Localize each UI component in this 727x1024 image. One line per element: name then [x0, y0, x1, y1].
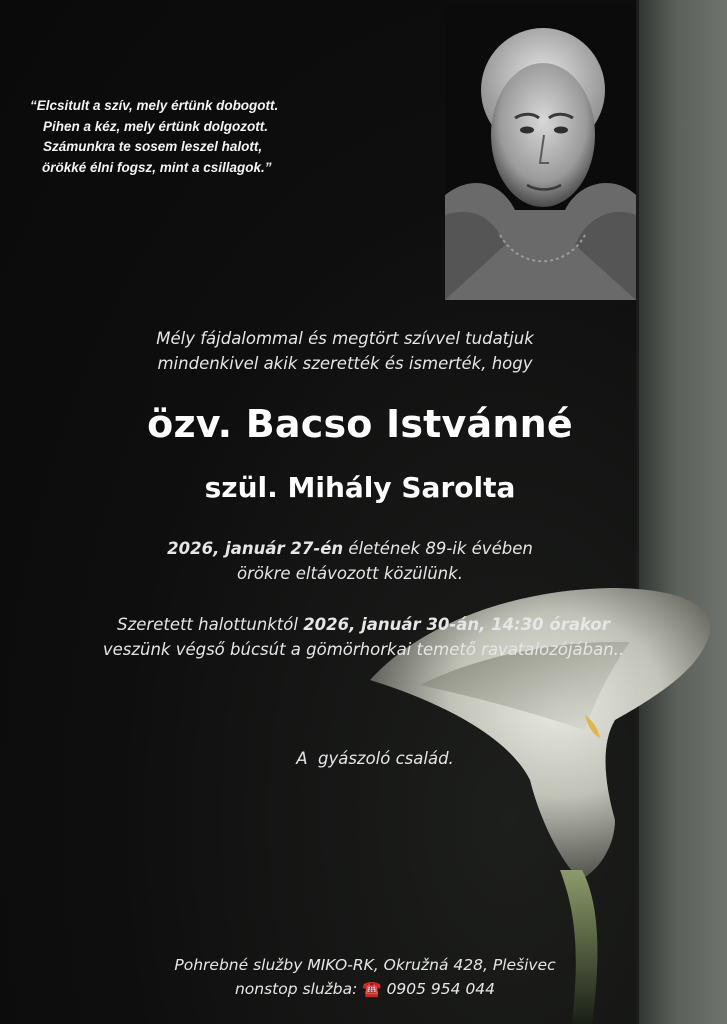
death-date: 2026, január 27-én	[167, 539, 344, 558]
telephone-icon: ☎️	[362, 980, 382, 998]
deceased-name: özv. Bacso Istvánné	[147, 402, 573, 446]
death-line: örökre eltávozott közülünk.	[237, 564, 463, 583]
funeral-line	[0, 612, 727, 637]
maiden-name: szül. Mihály Sarolta	[204, 471, 516, 504]
intro-line: mindenkivel akik szerették és ismerték, hogy	[157, 354, 533, 373]
memorial-quote	[30, 96, 390, 178]
funeral-prefix: Szeretett halottunktól	[117, 615, 304, 634]
quote-line: “Elcsitult a szív, mely értünk dobogott.	[30, 98, 279, 113]
intro-text	[35, 326, 655, 376]
portrait-photo	[445, 5, 636, 300]
death-age-text: életének 89-ik évében	[343, 539, 533, 558]
footer-contact	[55, 977, 675, 1001]
family-signature: A gyászoló család.	[296, 749, 454, 768]
funeral-service-footer	[55, 953, 675, 1001]
service-label: nonstop služba:	[234, 980, 363, 998]
footer-address: Pohrebné služby MIKO-RK, Okružná 428, Plešivec	[174, 956, 556, 974]
quote-line: Számunkra te sosem leszel halott,	[43, 139, 263, 154]
funeral-info	[0, 612, 727, 662]
phone-number[interactable]: 0905 954 044	[386, 980, 496, 998]
intro-line: Mély fájdalommal és megtört szívvel tudatjuk	[156, 329, 534, 348]
funeral-datetime: 2026, január 30-án, 14:30 órakor	[303, 615, 610, 634]
death-line	[40, 536, 660, 561]
death-info	[40, 536, 660, 586]
funeral-line: veszünk végső búcsút a gömörhorkai temető ravatalozójában..	[102, 640, 625, 659]
quote-line: örökké élni fogsz, mint a csillagok.”	[42, 159, 272, 175]
quote-line: Pihen a kéz, mely értünk dolgozott.	[43, 118, 269, 134]
